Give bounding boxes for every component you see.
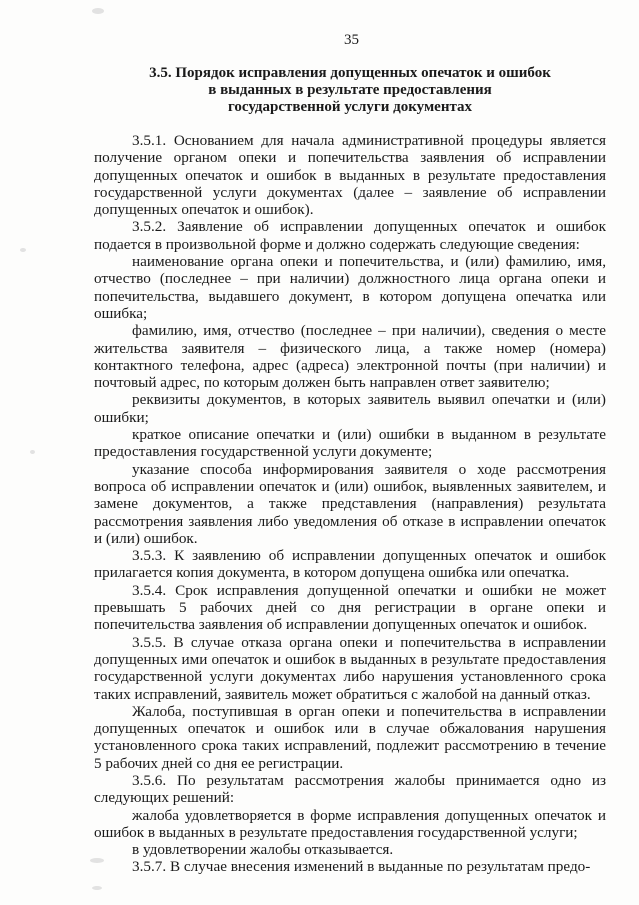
scan-speck <box>92 886 102 890</box>
page-number: 35 <box>344 32 359 48</box>
section-heading-line-2: в выданных в результате предоставления <box>208 82 492 98</box>
list-item-authority-name: наименование органа опеки и попечительства, и (или) фамилию, имя, отчество (последнее – при наличии) должностного лица органа опеки и попечительства, выдавшего документ, в котором допущена опечатка или ошибка; <box>94 253 606 322</box>
section-heading-line-3: государственной услуги документах <box>227 99 473 115</box>
list-item-applicant-details: фамилию, имя, отчество (последнее – при наличии), сведения о месте жительства заявителя – физического лица, а также номер (номера) контактного телефона, адрес (адреса) электронной почты (при наличии) и почтовый адрес, по которым должен быть направлен ответ заявителю; <box>94 322 606 392</box>
body-text <box>94 132 606 876</box>
paragraph-3-5-4: 3.5.4. Срок исправления допущенной опечатки и ошибки не может превышать 5 рабочих дней со дня регистрации в органе опеки и попечительства заявления об исправлении допущенных опечаток и ошибок. <box>94 581 606 634</box>
section-heading <box>95 65 605 116</box>
paragraph-3-5-1: 3.5.1. Основанием для начала административной процедуры является получение органом опеки и попечительства заявления об исправлении допущенных опечаток и ошибок в выданных в результате предоставления государственной услуги документах (далее – заявление об исправлении допущенных опечаток и ошибок). <box>94 132 606 219</box>
paragraph-3-5-5: 3.5.5. В случае отказа органа опеки и попечительства в исправлении допущенных ими опечаток и ошибок в выданных в результате предоставления государственной услуги документах либо нарушения установленного срока таких исправлений, заявитель может обратиться с жалобой на данный отказ. <box>94 633 606 703</box>
list-item-document-requisites: реквизиты документов, в которых заявитель выявил опечатки и (или) ошибки; <box>94 391 606 426</box>
paragraph-3-5-2: 3.5.2. Заявление об исправлении допущенных опечаток и ошибок подается в произвольной форме и должно содержать следующие сведения: <box>94 218 606 253</box>
scan-speck <box>90 858 104 863</box>
paragraph-3-5-3: 3.5.3. К заявлению об исправлении допущенных опечаток и ошибок прилагается копия документа, в котором допущена ошибка или опечатка. <box>94 547 606 582</box>
paragraph-3-5-6: 3.5.6. По результатам рассмотрения жалобы принимается одно из следующих решений: <box>94 771 606 807</box>
decision-item-satisfied: жалоба удовлетворяется в форме исправления допущенных опечаток и ошибок в выданных в результате предоставления государственной услуги; <box>94 806 606 841</box>
scan-speck <box>30 450 35 454</box>
section-heading-line-1: 3.5. Порядок исправления допущенных опечаток и ошибок <box>149 65 551 81</box>
list-item-notification-method: указание способа информирования заявителя о ходе рассмотрения вопроса об исправлении опечаток и (или) ошибок, выявленных заявителем, и замене документов, а также представления (направления) результата рассмотрения заявления либо уведомления об отказе в исправлении опечаток и (или) ошибок. <box>94 460 606 547</box>
scan-speck <box>20 248 26 252</box>
paragraph-3-5-7: 3.5.7. В случае внесения изменений в выданные по результатам предо- <box>132 858 591 876</box>
scan-speck <box>92 8 104 14</box>
paragraph-complaint: Жалоба, поступившая в орган опеки и попечительства в исправлении допущенных опечаток и ошибок или в случае обжалования нарушения установленного срока таких исправлений, подлежит рассмотрению в течение 5 рабочих дней со дня ее регистрации. <box>94 702 606 772</box>
list-item-error-description: краткое описание опечатки и (или) ошибки в выданном в результате предоставления государственной услуги документе; <box>94 426 606 461</box>
decision-item-refused: в удовлетворении жалобы отказывается. <box>132 841 394 859</box>
